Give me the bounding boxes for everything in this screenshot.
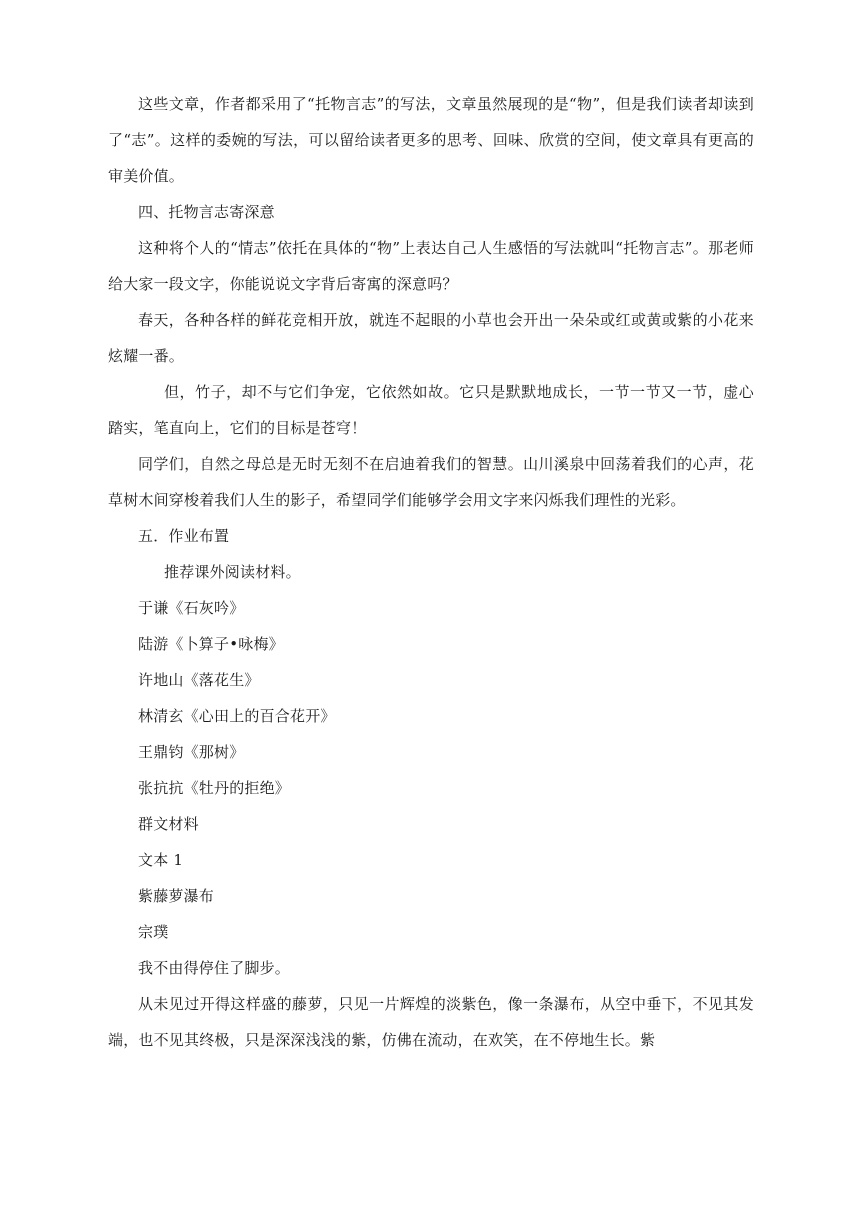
document-body	[108, 86, 754, 1058]
paragraph-bamboo: 但，竹子，却不与它们争宠，它依然如故。它只是默默地成长，一节一节又一节，虚心踏实，笔直向上，它们的目标是苍穹！	[108, 383, 754, 437]
reading-list-item: 陆游《卜算子•咏梅》	[138, 635, 284, 653]
article-paragraph: 从未见过开得这样盛的藤萝，只见一片辉煌的淡紫色，像一条瀑布，从空中垂下，不见其发端，也不见其终极，只是深深浅浅的紫，仿佛在流动，在欢笑，在不停地生长。紫	[108, 995, 754, 1049]
paragraph-tuowu-yanzhi-explanation: 这些文章，作者都采用了“托物言志”的写法，文章虽然展现的是“物”，但是我们读者却读到了“志”。这样的委婉的写法，可以留给读者更多的思考、回味、欣赏的空间，使文章具有更高的审美价值。	[108, 95, 754, 185]
reading-list-item: 林清玄《心田上的百合花开》	[138, 707, 336, 725]
section-heading-five: 五．作业布置	[138, 527, 230, 545]
reading-list-item: 于谦《石灰吟》	[138, 599, 245, 617]
article-author: 宗璞	[138, 923, 169, 941]
reading-list-item: 张抗抗《牡丹的拒绝》	[138, 779, 291, 797]
section-heading-four: 四、托物言志寄深意	[138, 203, 275, 221]
paragraph-reading-recommendation: 推荐课外阅读材料。	[164, 563, 301, 581]
article-title: 紫藤萝瀑布	[138, 887, 215, 905]
paragraph-spring-flowers: 春天，各种各样的鲜花竞相开放，就连不起眼的小草也会开出一朵朵或红或黄或紫的小花来炫耀一番。	[108, 311, 754, 365]
reading-list-item: 许地山《落花生》	[138, 671, 260, 689]
text-number-label: 文本 1	[138, 851, 184, 869]
reading-list-item: 王鼎钧《那树》	[138, 743, 245, 761]
paragraph-nature-inspiration: 同学们，自然之母总是无时无刻不在启迪着我们的智慧。山川溪泉中回荡着我们的心声，花草树木间穿梭着我们人生的影子，希望同学们能够学会用文字来闪烁我们理性的光彩。	[108, 455, 754, 509]
article-paragraph: 我不由得停住了脚步。	[138, 959, 291, 977]
group-text-heading: 群文材料	[138, 815, 199, 833]
paragraph-definition: 这种将个人的“情志”依托在具体的“物”上表达自己人生感悟的写法就叫“托物言志”。那老师给大家一段文字，你能说说文字背后寄寓的深意吗？	[108, 239, 754, 293]
